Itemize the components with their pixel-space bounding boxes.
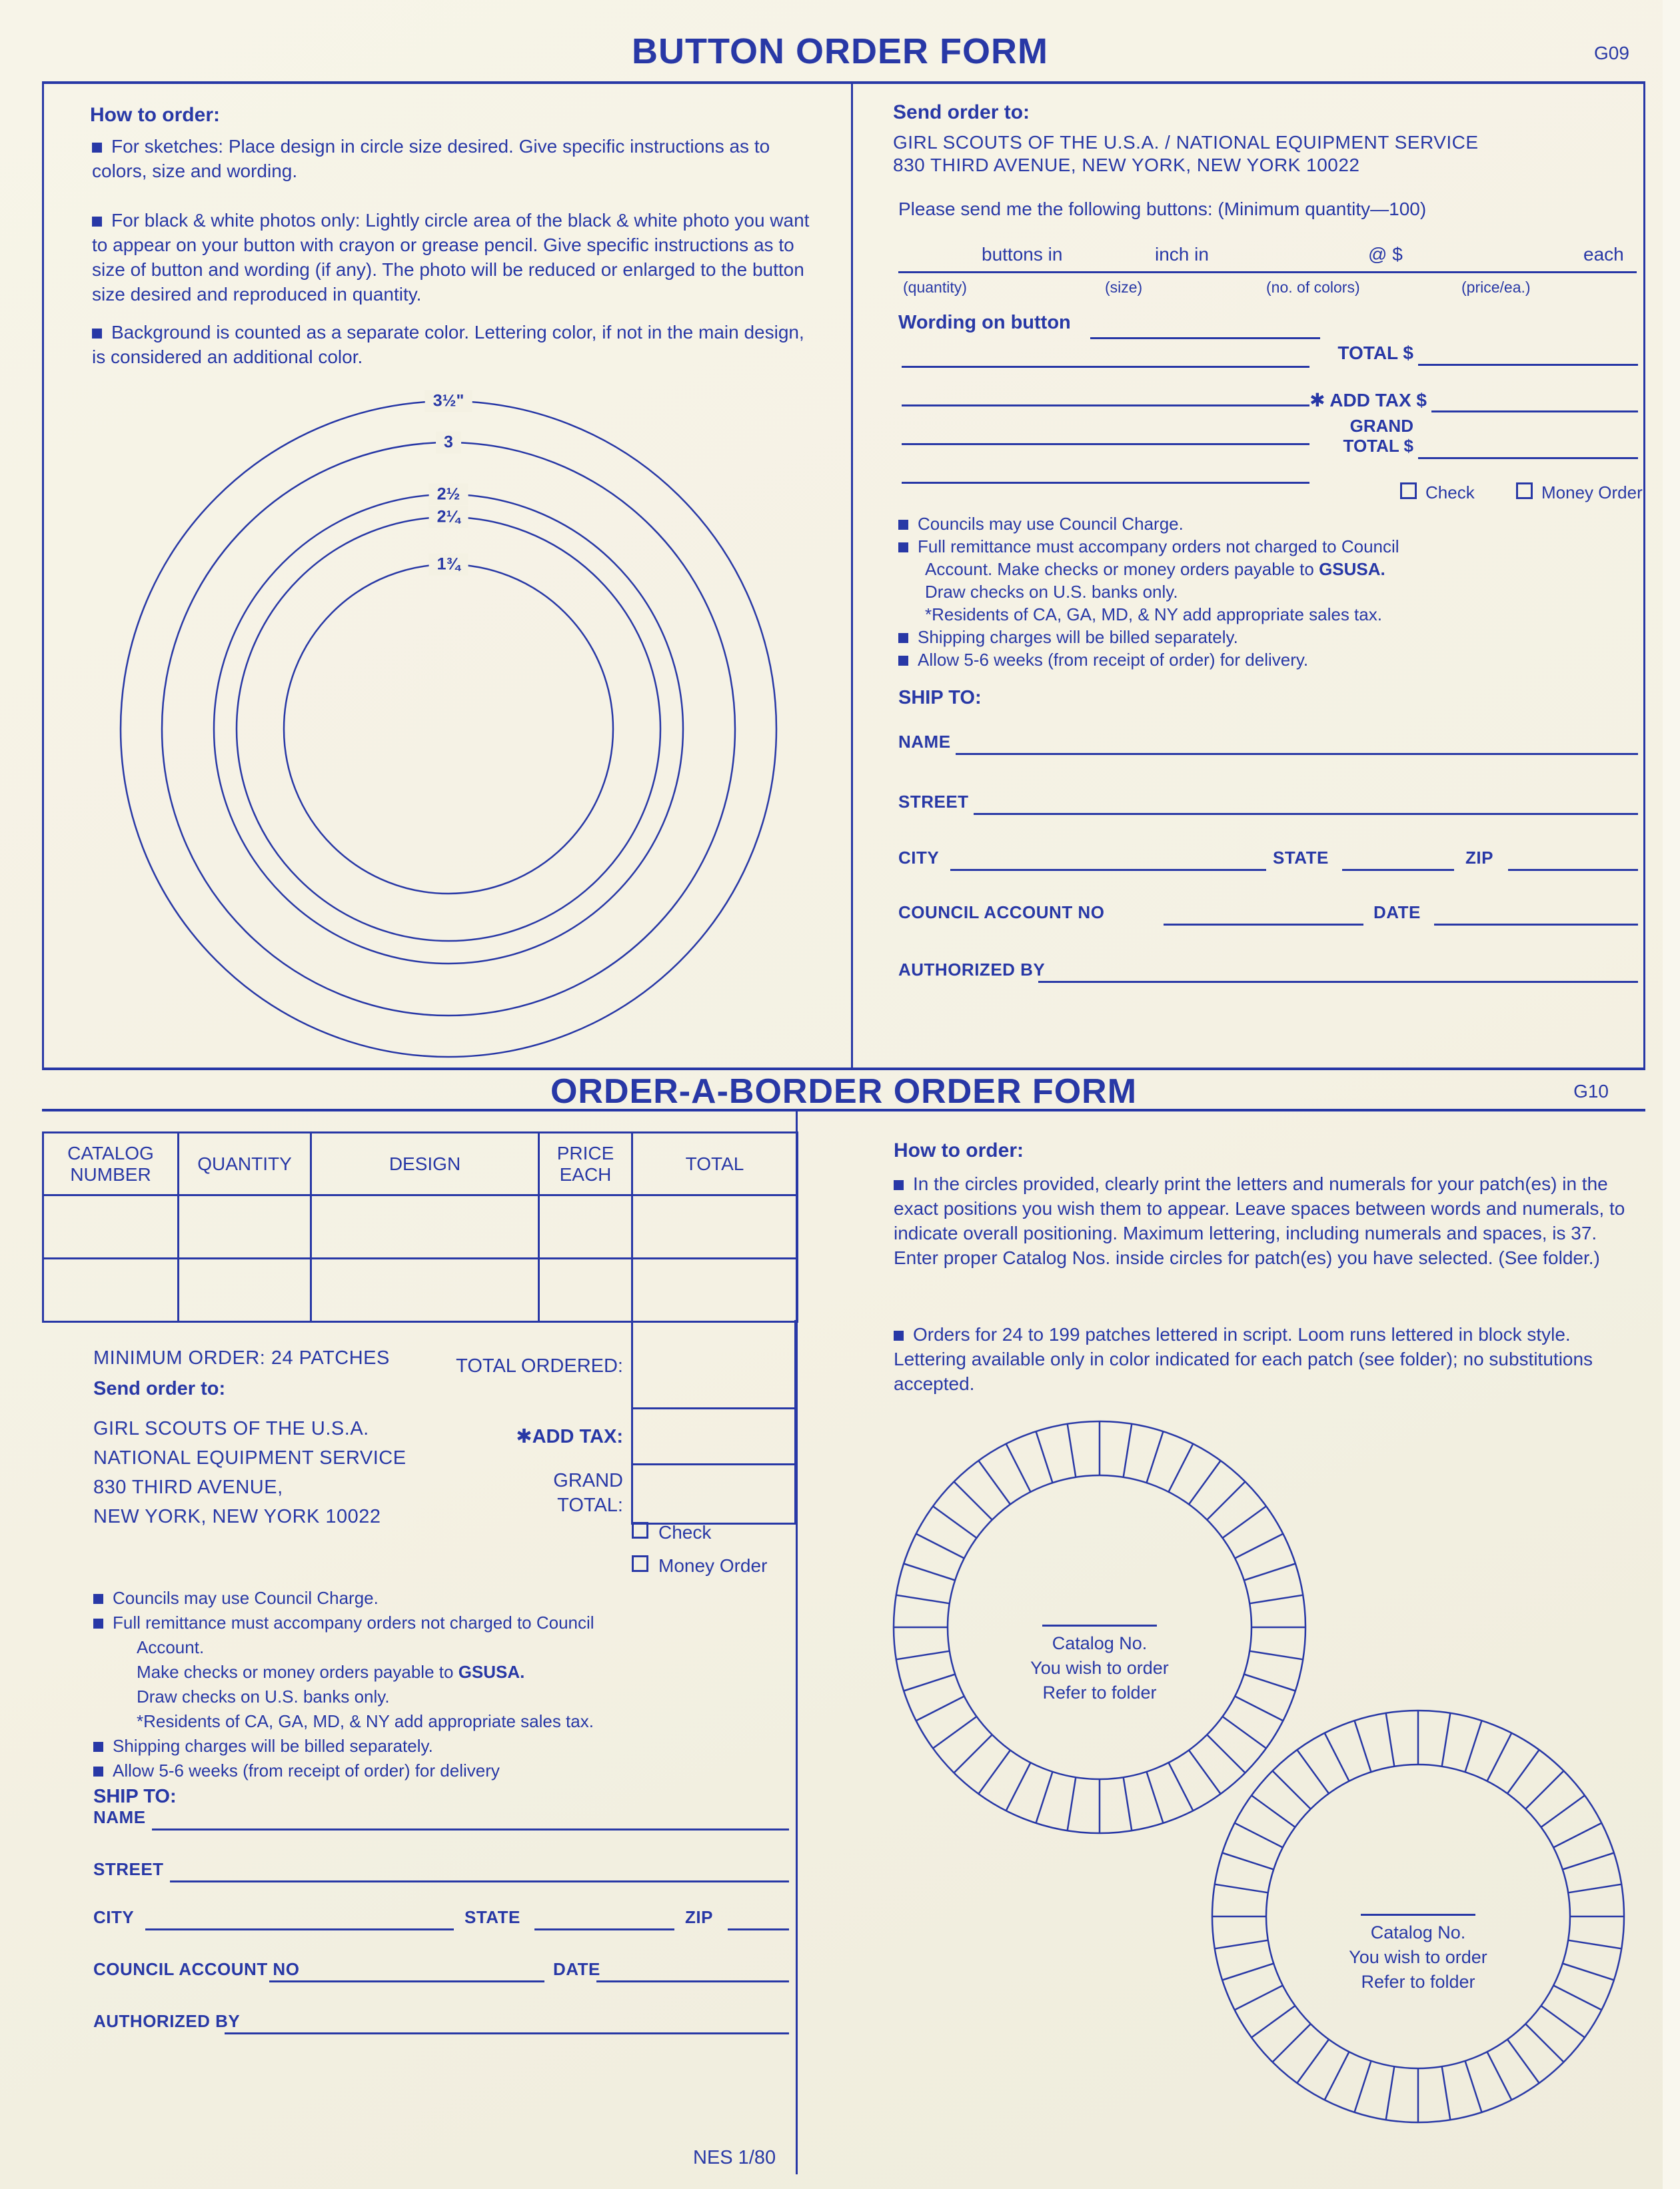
zip-line[interactable] — [1508, 869, 1638, 871]
size-label-2-5: 2½ — [429, 484, 468, 506]
bullet-square-icon — [898, 542, 908, 552]
total-label: TOTAL $ — [1337, 343, 1413, 363]
name-label-bottom: NAME — [93, 1807, 146, 1827]
authorized-by-label-bottom: AUTHORIZED BY — [93, 2011, 241, 2031]
patch2-label-line1: Catalog No. — [1370, 1922, 1466, 1942]
date-line[interactable] — [1434, 924, 1638, 926]
th-total: TOTAL — [632, 1133, 798, 1195]
patch1-label-line1: Catalog No. — [1052, 1633, 1148, 1653]
check-checkbox[interactable] — [1400, 482, 1417, 499]
button-form-code: G09 — [1594, 43, 1629, 63]
note-allow-weeks — [898, 649, 1308, 671]
bullet-square-icon — [894, 1331, 904, 1341]
order-header-rule — [898, 271, 1637, 273]
how-to-bullet-1-text: For sketches: Place design in circle size desired. Give specific instructions as to colors, size and wording. — [92, 136, 770, 181]
date-label: DATE — [1373, 902, 1421, 922]
how-to-bullet-3-text: Background is counted as a separate color. Lettering color, if not in the main design, is considered an additional color. — [92, 322, 804, 367]
note-council-charge-text: Councils may use Council Charge. — [918, 514, 1184, 534]
grand-total-label-line1: GRAND — [1349, 416, 1413, 436]
grand-total-line[interactable] — [1418, 457, 1638, 459]
note-remittance-3: Draw checks on U.S. banks only. — [925, 582, 1178, 602]
order-a-border-table — [42, 1131, 798, 1323]
date-line-bottom[interactable] — [596, 1980, 789, 1982]
note-remittance-2 — [925, 558, 1385, 580]
address-line-2: NATIONAL EQUIPMENT SERVICE — [93, 1447, 407, 1469]
b-how-to-bullet-1-text: In the circles provided, clearly print the letters and numerals for your patch(es) in the exact positions you wish them to appear. Leave spaces between words and numerals, to indicate overall positioning. Maximum lettering, including numerals and spaces, is 37. Enter proper Catalog Nos. inside circles for patch(es) you have selected. (See folder.) — [894, 1173, 1625, 1268]
bullet-square-icon — [898, 520, 908, 530]
note-allow-weeks-text: Allow 5-6 weeks (from receipt of order) for delivery. — [918, 650, 1309, 670]
order-row-line-2[interactable] — [902, 404, 1309, 406]
note-shipping-text: Shipping charges will be billed separately. — [918, 627, 1238, 647]
sub-size: (size) — [1105, 279, 1143, 296]
b-note-remittance-3-text: Make checks or money orders payable to — [137, 1662, 458, 1682]
bullet-square-icon — [898, 656, 908, 666]
note-remittance-1-text: Full remittance must accompany orders not charged to Council — [918, 536, 1399, 556]
catalog-no-write-line[interactable] — [1361, 1914, 1475, 1916]
grand-total-bottom-line2: TOTAL: — [557, 1495, 623, 1516]
grand-total-label-line2: TOTAL $ — [1343, 436, 1413, 456]
note-remittance-4: *Residents of CA, GA, MD, & NY add appropriate sales tax. — [925, 604, 1382, 624]
size-label-3-5: 3½" — [425, 390, 472, 412]
money-order-label-bottom: Money Order — [658, 1555, 768, 1576]
col-buttons-in: buttons in — [982, 244, 1063, 265]
b-how-to-bullet-1 — [894, 1171, 1632, 1270]
patch-circle-1-label — [990, 1625, 1210, 1705]
sub-price-ea: (price/ea.) — [1461, 279, 1531, 296]
order-row-line-4[interactable] — [902, 482, 1309, 484]
b-how-to-bullet-2 — [894, 1322, 1632, 1396]
send-to-address-bottom — [93, 1414, 407, 1531]
b-note-remittance-4: Draw checks on U.S. banks only. — [137, 1687, 390, 1707]
total-ordered-label: TOTAL ORDERED: — [456, 1355, 623, 1377]
cell-design-1[interactable] — [311, 1195, 539, 1259]
bullet-square-icon — [894, 1180, 904, 1190]
button-form-section — [42, 81, 1645, 1068]
cell-total-2[interactable] — [632, 1259, 798, 1322]
total-ordered-box[interactable] — [633, 1320, 794, 1407]
bullet-square-icon — [92, 143, 102, 153]
cell-design-2[interactable] — [311, 1259, 539, 1322]
add-tax-box[interactable] — [633, 1409, 794, 1463]
ship-to-heading: SHIP TO: — [898, 687, 982, 708]
scan-paper-edge — [1663, 0, 1680, 2189]
th-design: DESIGN — [311, 1133, 539, 1195]
b-note-gsusa-bold: GSUSA. — [458, 1662, 525, 1682]
note-council-charge — [898, 513, 1184, 535]
col-inch-in: inch in — [1155, 244, 1209, 265]
money-order-checkbox[interactable] — [1516, 482, 1533, 499]
b-note-remittance-5: *Residents of CA, GA, MD, & NY add appropriate sales tax. — [137, 1711, 594, 1731]
sub-quantity: (quantity) — [903, 279, 967, 296]
b-note-remittance-3 — [137, 1661, 524, 1683]
add-tax-label: ✱ ADD TAX $ — [1309, 390, 1427, 410]
column-divider — [851, 84, 853, 1068]
check-label-bottom: Check — [658, 1522, 712, 1543]
grand-total-label — [1310, 416, 1413, 456]
b-how-to-bullet-2-text: Orders for 24 to 199 patches lettered in script. Loom runs lettered in block style. Lettering available only in color indicated for each patch (see folder); no substitutions accepted. — [894, 1324, 1593, 1394]
col-each: each — [1583, 244, 1624, 265]
address-line-4: NEW YORK, NEW YORK 10022 — [93, 1506, 381, 1527]
state-line-bottom[interactable] — [534, 1928, 674, 1930]
b-note-council-charge-text: Councils may use Council Charge. — [113, 1588, 379, 1608]
cell-total-1[interactable] — [632, 1195, 798, 1259]
b-note-allow-weeks — [93, 1760, 500, 1782]
note-shipping — [898, 626, 1238, 648]
th-quantity: QUANTITY — [179, 1133, 311, 1195]
date-label-bottom: DATE — [553, 1959, 600, 1979]
name-line[interactable] — [956, 753, 1638, 755]
wording-line[interactable] — [1090, 337, 1320, 339]
how-to-bullet-2 — [92, 208, 828, 307]
grand-total-bottom-line1: GRAND — [553, 1470, 623, 1491]
council-account-line-bottom[interactable] — [269, 1980, 544, 1982]
money-order-checkbox-bottom[interactable] — [632, 1555, 648, 1572]
council-account-label: COUNCIL ACCOUNT NO — [898, 902, 1105, 922]
how-to-bullet-3 — [92, 320, 818, 369]
cell-quantity-1[interactable] — [179, 1195, 311, 1259]
cell-quantity-2[interactable] — [179, 1259, 311, 1322]
city-label: CITY — [898, 848, 940, 868]
th-price-each: PRICE EACH — [539, 1133, 632, 1195]
patch-circle-2-label — [1308, 1914, 1528, 1994]
order-row-line-1[interactable] — [902, 366, 1309, 368]
b-note-remittance-1 — [93, 1612, 594, 1634]
send-order-to-heading: Send order to: — [893, 101, 1030, 123]
add-tax-line[interactable] — [1431, 410, 1638, 412]
form-footer-code: NES 1/80 — [693, 2147, 776, 2168]
zip-line-bottom[interactable] — [728, 1928, 789, 1930]
street-label: STREET — [898, 792, 969, 812]
city-line-bottom[interactable] — [145, 1928, 454, 1930]
state-label-bottom: STATE — [464, 1907, 520, 1927]
size-label-3: 3 — [436, 432, 461, 454]
state-label: STATE — [1273, 848, 1329, 868]
street-line[interactable] — [974, 813, 1638, 815]
send-to-address-line1: GIRL SCOUTS OF THE U.S.A. / NATIONAL EQUIPMENT SERVICE — [893, 132, 1479, 153]
zip-label-bottom: ZIP — [685, 1907, 713, 1927]
bullet-square-icon — [93, 1594, 103, 1604]
patch2-label-line3: Refer to folder — [1361, 1972, 1475, 1992]
b-note-allow-weeks-text: Allow 5-6 weeks (from receipt of order) for delivery — [113, 1761, 500, 1781]
total-line[interactable] — [1418, 364, 1638, 366]
grand-total-label-bottom — [526, 1469, 623, 1518]
patch2-label-line2: You wish to order — [1349, 1947, 1487, 1967]
council-account-label-bottom: COUNCIL ACCOUNT NO — [93, 1959, 300, 1979]
name-label: NAME — [898, 732, 951, 752]
send-order-to-heading-bottom: Send order to: — [93, 1378, 226, 1399]
ship-to-heading-bottom: SHIP TO: — [93, 1786, 177, 1807]
cell-catalog-1[interactable] — [43, 1195, 179, 1259]
cell-price-2[interactable] — [539, 1259, 632, 1322]
note-remittance-1 — [898, 536, 1399, 558]
send-to-address-line2: 830 THIRD AVENUE, NEW YORK, NEW YORK 10022 — [893, 155, 1360, 175]
patch1-label-line2: You wish to order — [1030, 1658, 1169, 1678]
b-note-council-charge — [93, 1587, 379, 1609]
council-account-line[interactable] — [1164, 924, 1363, 926]
order-row-line-3[interactable] — [902, 443, 1309, 445]
check-checkbox-bottom[interactable] — [632, 1522, 648, 1539]
size-label-1-75: 1¾ — [429, 554, 468, 576]
authorized-by-line[interactable] — [1038, 981, 1638, 983]
check-label: Check — [1425, 482, 1475, 502]
how-to-bullet-2-text: For black & white photos only: Lightly circle area of the black & white photo you want to appear on your button with crayon or grease pencil. Give specific instructions as to size of button and wording (if any). The photo will be reduced or enlarged to the button size desired and reproduced in quantity. — [92, 210, 810, 305]
money-order-label: Money Order — [1541, 482, 1643, 502]
note-remittance-2-text: Account. Make checks or money orders payable to — [925, 559, 1319, 579]
sub-no-of-colors: (no. of colors) — [1266, 279, 1360, 296]
catalog-no-write-line[interactable] — [1042, 1625, 1157, 1627]
street-line-bottom[interactable] — [170, 1880, 789, 1882]
cell-catalog-2[interactable] — [43, 1259, 179, 1322]
state-line[interactable] — [1342, 869, 1454, 871]
th-catalog-number: CATALOG NUMBER — [43, 1133, 179, 1195]
button-form-title: BUTTON ORDER FORM — [632, 31, 1048, 71]
how-to-order-heading-bottom: How to order: — [894, 1139, 1024, 1161]
totals-box-column — [631, 1320, 796, 1525]
patch1-label-line3: Refer to folder — [1042, 1683, 1157, 1703]
border-form-title-band — [42, 1068, 1645, 1111]
size-label-2-25: 2¼ — [429, 506, 468, 528]
b-note-shipping-text: Shipping charges will be billed separately. — [113, 1736, 433, 1756]
b-note-remittance-2: Account. — [137, 1637, 205, 1657]
bullet-square-icon — [898, 633, 908, 643]
authorized-by-label: AUTHORIZED BY — [898, 960, 1046, 980]
street-label-bottom: STREET — [93, 1859, 164, 1879]
authorized-by-line-bottom[interactable] — [225, 2032, 789, 2034]
bullet-square-icon — [93, 1742, 103, 1752]
grand-total-box[interactable] — [633, 1465, 794, 1525]
zip-label: ZIP — [1465, 848, 1493, 868]
minimum-order-text: MINIMUM ORDER: 24 PATCHES — [93, 1347, 390, 1369]
border-form-title: ORDER-A-BORDER ORDER FORM — [550, 1072, 1138, 1111]
col-at-price: @ $ — [1368, 244, 1403, 265]
name-line-bottom[interactable] — [152, 1828, 789, 1830]
b-note-remittance-1-text: Full remittance must accompany orders not charged to Council — [113, 1613, 594, 1633]
border-form-code: G10 — [1573, 1081, 1609, 1101]
add-tax-label-bottom: ✱ADD TAX: — [516, 1426, 623, 1447]
address-line-3: 830 THIRD AVENUE, — [93, 1477, 283, 1498]
b-note-shipping — [93, 1735, 433, 1757]
address-line-1: GIRL SCOUTS OF THE U.S.A. — [93, 1418, 369, 1439]
city-label-bottom: CITY — [93, 1907, 135, 1927]
how-to-order-heading: How to order: — [90, 104, 220, 126]
bullet-square-icon — [92, 217, 102, 227]
bullet-square-icon — [93, 1767, 103, 1777]
note-gsusa-bold: GSUSA. — [1319, 559, 1385, 579]
how-to-bullet-1 — [92, 134, 798, 183]
bullet-square-icon — [93, 1619, 103, 1629]
request-line: Please send me the following buttons: (Minimum quantity—100) — [898, 199, 1427, 219]
bullet-square-icon — [92, 329, 102, 339]
city-line[interactable] — [950, 869, 1266, 871]
cell-price-1[interactable] — [539, 1195, 632, 1259]
wording-on-button-label: Wording on button — [898, 312, 1071, 333]
